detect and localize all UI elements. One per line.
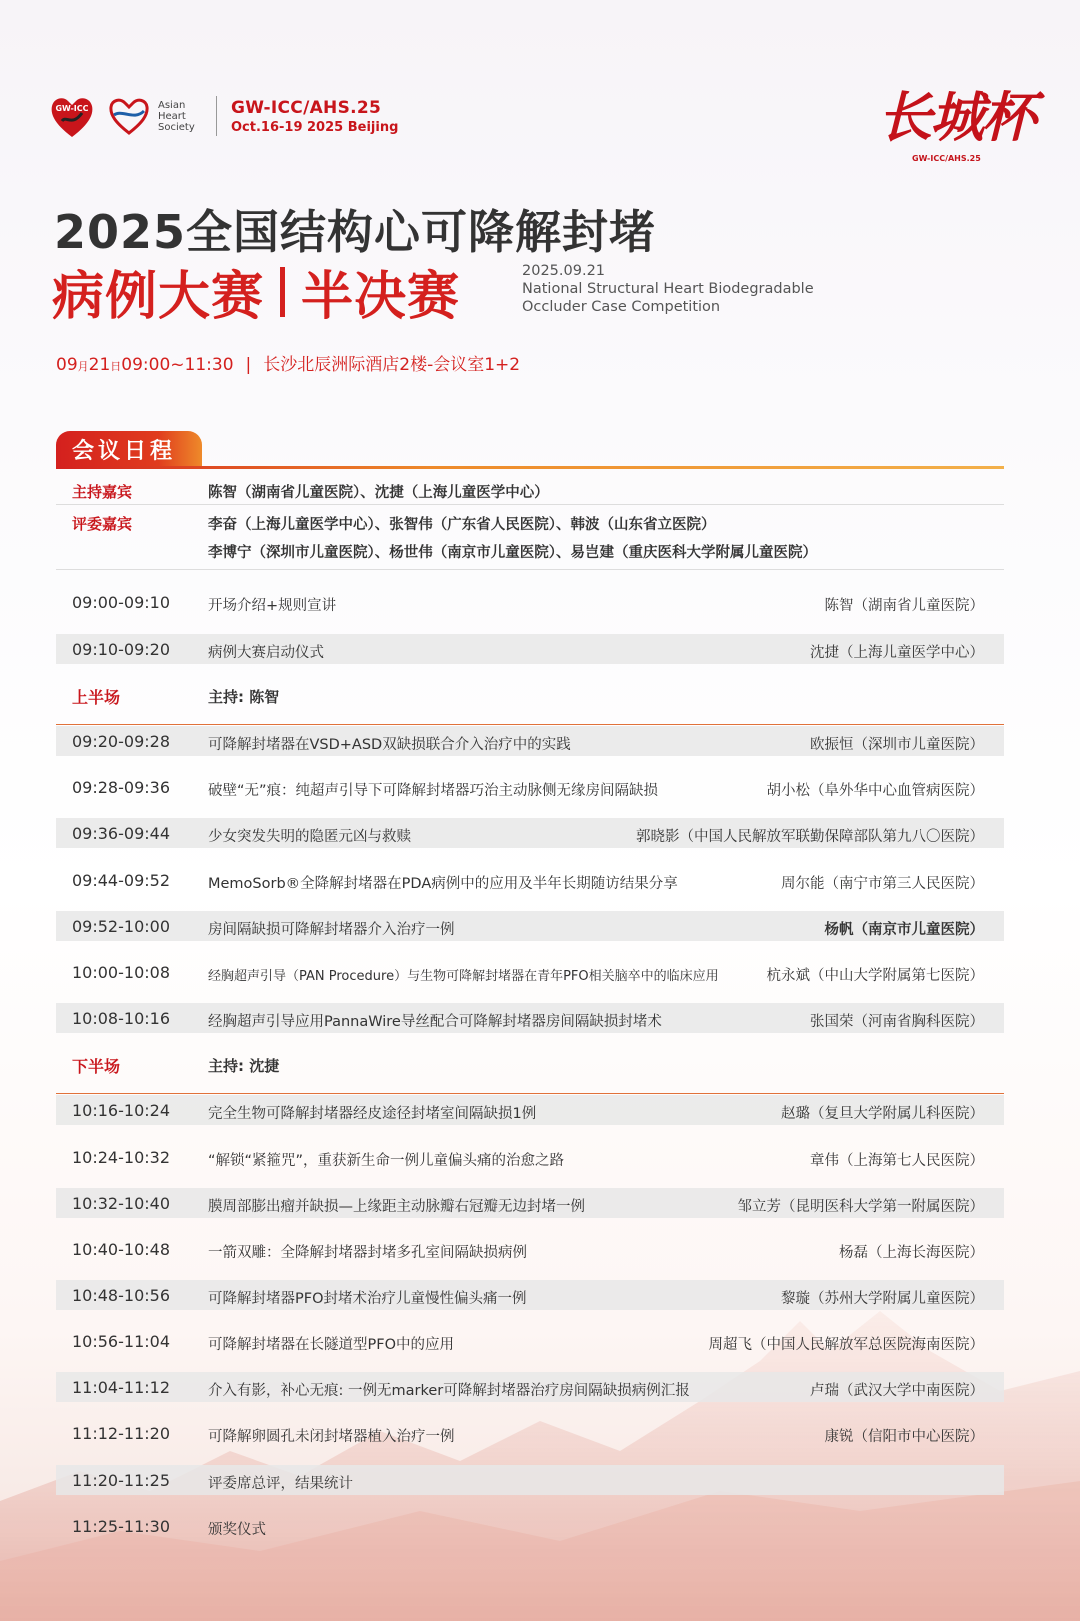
- schedule-row: [56, 1372, 1004, 1402]
- date-day-unit: 日: [110, 360, 122, 373]
- session-host: 主持: 沈捷: [208, 1057, 280, 1075]
- changchengbei-brand-logo: [872, 82, 1045, 174]
- row-time: 09:52-10:00: [72, 917, 170, 936]
- english-line2: Occluder Case Competition: [522, 299, 721, 315]
- session-host: 主持: 陈智: [208, 688, 280, 706]
- row-topic: 经胸超声引导（PAN Procedure）与生物可降解封堵器在青年PFO相关脑卒中的临床应用: [208, 969, 719, 984]
- schedule-row: [56, 1188, 1004, 1218]
- row-time: 10:48-10:56: [72, 1286, 170, 1305]
- row-topic: 病例大赛启动仪式: [208, 645, 324, 661]
- row-topic: MemoSorb®全降解封堵器在PDA病例中的应用及半年长期随访结果分享: [208, 876, 678, 892]
- row-speaker: 欧振恒（深圳市儿童医院）: [810, 737, 984, 753]
- brand-name: 长城杯: [878, 85, 1034, 149]
- english-line1: National Structural Heart Biodegradable: [522, 281, 814, 297]
- asian-heart-society-logo: [106, 93, 152, 139]
- event-date: Oct.16-19 2025 Beijing: [231, 119, 399, 135]
- row-time: 10:16-10:24: [72, 1101, 170, 1120]
- row-time: 10:00-10:08: [72, 963, 170, 982]
- session-divider: [56, 1093, 1004, 1094]
- schedule-row: [56, 1511, 1004, 1541]
- row-time: 09:36-09:44: [72, 824, 170, 843]
- row-topic: 介入有影，补心无痕: 一例无marker可降解封堵器治疗房间隔缺损病例汇报: [208, 1383, 690, 1399]
- schedule-row: [56, 587, 1004, 617]
- schedule-row: [56, 1142, 1004, 1172]
- date-time: 09:00~11:30: [121, 355, 234, 375]
- session-label: 下半场: [72, 1057, 121, 1076]
- schedule-row: [56, 1280, 1004, 1310]
- row-topic: 可降解封堵器在VSD+ASD双缺损联合介入治疗中的实践: [208, 737, 571, 753]
- row-speaker: 卢瑞（武汉大学中南医院）: [810, 1383, 984, 1399]
- row-time: 09:10-09:20: [72, 640, 170, 659]
- row-time: 10:40-10:48: [72, 1240, 170, 1259]
- row-topic: 可降解封堵器在长隧道型PFO中的应用: [208, 1337, 454, 1353]
- row-time: 11:12-11:20: [72, 1424, 170, 1443]
- row-topic: 完全生物可降解封堵器经皮途径封堵室间隔缺损1例: [208, 1106, 537, 1122]
- row-time: 11:25-11:30: [72, 1517, 170, 1536]
- judges-label: 评委嘉宾: [72, 515, 133, 533]
- session-first-half: [56, 678, 1004, 712]
- schedule-row: [56, 772, 1004, 802]
- english-title: [522, 262, 814, 316]
- schedule-row: [56, 957, 1004, 987]
- row-topic: 评委席总评，结果统计: [208, 1476, 353, 1492]
- row-speaker: 张国荣（河南省胸科医院）: [810, 1014, 984, 1030]
- schedule-header-line: [56, 466, 1004, 469]
- row-topic: 经胸超声引导应用PannaWire导丝配合可降解封堵器房间隔缺损封堵术: [208, 1014, 662, 1030]
- schedule-row: [56, 1326, 1004, 1356]
- row-speaker: 杨帆（南京市儿童医院）: [824, 922, 984, 938]
- row-speaker: 章伟（上海第七人民医院）: [810, 1153, 984, 1169]
- row-time: 10:08-10:16: [72, 1009, 170, 1028]
- row-topic: 颁奖仪式: [208, 1522, 266, 1538]
- row-topic: 开场介绍+规则宣讲: [208, 598, 337, 614]
- schedule-row: [56, 1465, 1004, 1495]
- main-title: 2025全国结构心可降解封堵: [54, 205, 657, 259]
- schedule-row: [56, 1418, 1004, 1448]
- row-speaker: 杨磊（上海长海医院）: [839, 1245, 984, 1261]
- schedule-row: [56, 1234, 1004, 1264]
- venue: 长沙北辰洲际酒店2楼-会议室1+2: [263, 355, 521, 375]
- schedule-row: [56, 634, 1004, 664]
- date-separator: |: [245, 355, 252, 375]
- row-topic: 少女突发失明的隐匿元凶与救赎: [208, 829, 411, 845]
- row-time: 10:32-10:40: [72, 1194, 170, 1213]
- judges-line2: 李博宁（深圳市儿童医院）、杨世伟（南京市儿童医院）、易岂建（重庆医科大学附属儿童医院）: [208, 545, 817, 561]
- event-title: GW-ICC/AHS.25: [231, 97, 382, 118]
- gw-logo-text: GW-ICC: [55, 104, 89, 113]
- divider: [56, 569, 1004, 570]
- sub-title-right: 半决赛: [301, 267, 461, 327]
- schedule-tab: 会议日程: [56, 431, 202, 467]
- row-speaker: 沈捷（上海儿童医学中心）: [810, 645, 984, 661]
- sub-title: [52, 254, 460, 329]
- row-speaker: 康锐（信阳市中心医院）: [824, 1429, 984, 1445]
- divider: [56, 504, 1004, 505]
- row-time: 10:56-11:04: [72, 1332, 170, 1351]
- row-topic: 破壁“无”痕：纯超声引导下可降解封堵器巧治主动脉侧无缘房间隔缺损: [208, 783, 659, 799]
- ahs-text: Asian Heart Society: [158, 99, 195, 133]
- row-time: 09:20-09:28: [72, 732, 170, 751]
- row-time: 10:24-10:32: [72, 1148, 170, 1167]
- schedule-row: [56, 911, 1004, 941]
- header-logos: [48, 88, 398, 144]
- row-topic: 房间隔缺损可降解封堵器介入治疗一例: [208, 922, 455, 938]
- great-wall-background: [0, 1201, 1080, 1621]
- row-topic: 一箭双雕：全降解封堵器封堵多孔室间隔缺损病例: [208, 1245, 527, 1261]
- event-info: [231, 98, 398, 135]
- schedule-row: [56, 1003, 1004, 1033]
- host-value: 陈智（湖南省儿童医院）、沈捷（上海儿童医学中心）: [208, 485, 549, 501]
- row-speaker: 杭永斌（中山大学附属第七医院）: [766, 968, 984, 984]
- judges-line1: 李奋（上海儿童医学中心）、张智伟（广东省人民医院）、韩波（山东省立医院）: [208, 517, 716, 533]
- judges-row: [56, 510, 1004, 566]
- logo-divider: [216, 96, 217, 136]
- row-speaker: 周尔能（南宁市第三人民医院）: [781, 876, 984, 892]
- date-month: 09: [56, 355, 78, 375]
- row-time: 11:20-11:25: [72, 1471, 170, 1490]
- row-topic: 可降解封堵器PFO封堵术治疗儿童慢性偏头痛一例: [208, 1291, 527, 1307]
- title-divider: [280, 267, 285, 317]
- date-month-unit: 月: [77, 360, 89, 373]
- row-speaker: 陈智（湖南省儿童医院）: [824, 598, 984, 614]
- gw-icc-heart-logo: [48, 91, 96, 141]
- date-day: 21: [88, 355, 111, 375]
- schedule-row: [56, 865, 1004, 895]
- schedule-row: [56, 726, 1004, 756]
- date-location-bar: [56, 350, 520, 375]
- brand-registered-mark: ®: [1036, 92, 1045, 102]
- host-label: 主持嘉宾: [72, 483, 133, 501]
- host-row: [56, 478, 1004, 506]
- row-time: 09:28-09:36: [72, 778, 170, 797]
- brand-sub: GW-ICC/AHS.25: [912, 154, 981, 163]
- row-speaker: 胡小松（阜外华中心血管病医院）: [766, 783, 984, 799]
- schedule-row: [56, 818, 1004, 848]
- row-topic: “解锁“紧箍咒”，重获新生命一例儿童偏头痛的治愈之路: [208, 1153, 565, 1169]
- row-topic: 膜周部膨出瘤并缺损—上缘距主动脉瓣右冠瓣无边封堵一例: [208, 1199, 585, 1215]
- row-time: 09:00-09:10: [72, 593, 170, 612]
- sub-title-left: 病例大赛: [52, 267, 265, 327]
- row-time: 11:04-11:12: [72, 1378, 170, 1397]
- session-divider: [56, 724, 1004, 725]
- row-time: 09:44-09:52: [72, 871, 170, 890]
- row-topic: 可降解卵圆孔未闭封堵器植入治疗一例: [208, 1429, 455, 1445]
- session-label: 上半场: [72, 688, 121, 707]
- row-speaker: 黎璇（苏州大学附属儿童医院）: [781, 1291, 984, 1307]
- row-speaker: 郭晓影（中国人民解放军联勤保障部队第九八〇医院）: [636, 829, 984, 845]
- english-date: 2025.09.21: [522, 263, 606, 279]
- session-second-half: [56, 1047, 1004, 1081]
- row-speaker: 赵璐（复旦大学附属儿科医院）: [781, 1106, 984, 1122]
- row-speaker: 邹立芳（昆明医科大学第一附属医院）: [737, 1199, 984, 1215]
- schedule-row: [56, 1095, 1004, 1125]
- row-speaker: 周超飞（中国人民解放军总医院海南医院）: [708, 1337, 984, 1353]
